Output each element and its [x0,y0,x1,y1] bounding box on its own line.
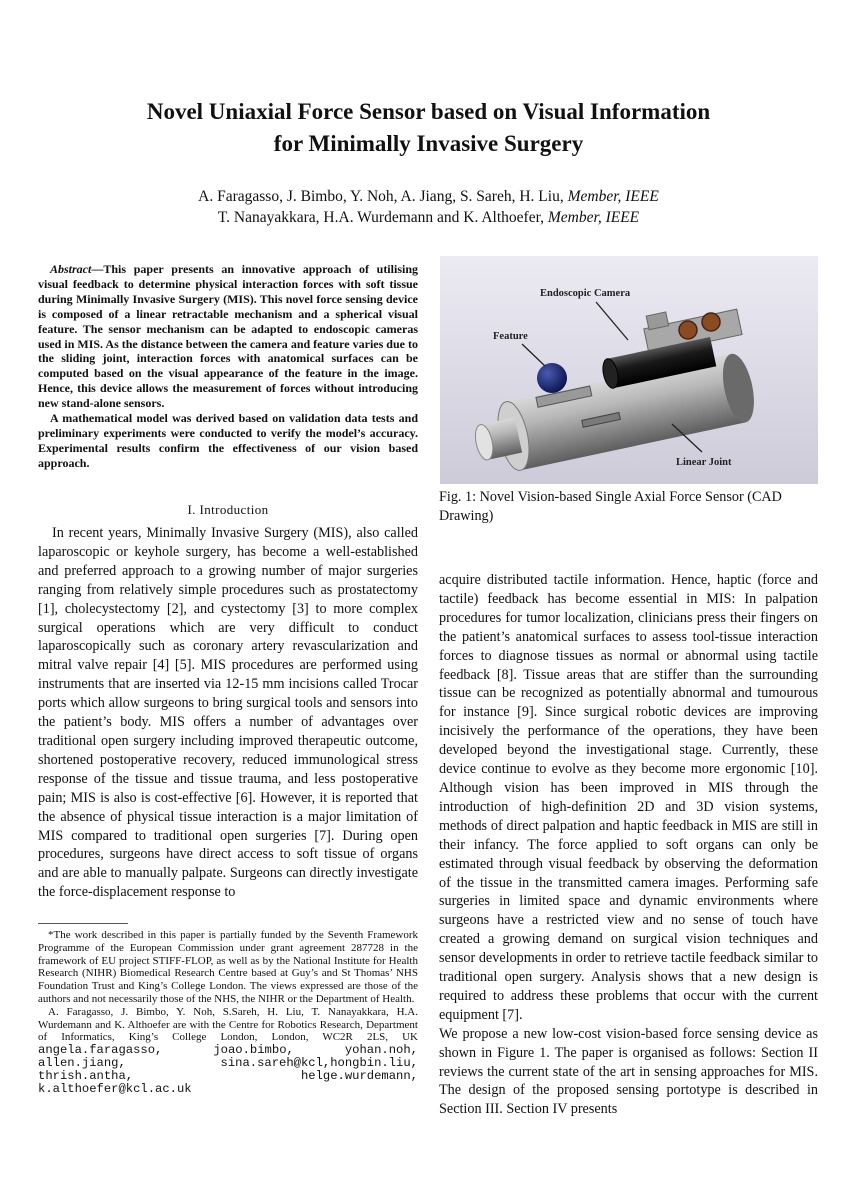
abstract [38,262,418,471]
figure-caption: Fig. 1: Novel Vision-based Single Axial Force Sensor (CAD Drawing) [439,489,782,524]
footnote-rule [38,923,128,924]
label-feature: Feature [493,331,528,342]
cad-illustration [440,256,818,484]
label-endoscopic-camera: Endoscopic Camera [540,288,631,299]
abstract-paragraph-1: Abstract—This paper presents an innovative approach of utilising visual feedback to determine physical interaction forces with soft tissue during Minimally Invasive Surgery (MIS). This novel force sensing device is composed of a linear retractable mechanism and a spherical visual feature. The sensor mechanism can be adapted to endoscopic cameras used in MIS. As the distance between the camera and feature varies due to the sliding joint, interaction forces with anatomical surfaces can be computed based on the visual appearance of the feature in the image. Hence, this device allows the measurement of forces without introducing new stand-alone sensors. [38,262,418,411]
paper-title [0,96,857,160]
intro-paragraph: In recent years, Minimally Invasive Surgery (MIS), also called laparoscopic or keyhole surgery, has become a well-established and preferred approach to a growing number of major surgeries ranging from relatively simple procedures such as prostatectomy [1], cholecystectomy [2], and cystectomy [3] to more complex surgical operations which are very difficult to conduct laparoscopically such as coronary artery revascularization and mitral valve repair [4] [5]. MIS procedures are performed using instruments that are inserted via 12-15 mm incisions called Trocar ports which allow surgeons to bring surgical tools and sensors into the patient’s body. MIS offers a number of advantages over traditional open surgery including improved therapeutic outcome, shortened postoperative recovery, reduced immunological stress response of the tissue and tissue trauma, and less postoperative pain; MIS is also is cost-effective [6]. However, it is reported that the absence of physical tissue interaction is a major limitation of MIS compared to traditional open surgeries [7]. During open procedures, surgeons have direct access to soft tissue of organs and are able to manually palpate. Surgeons can directly investigate the force-displacement response to [38,525,418,901]
author-list [0,186,857,228]
author-emails: angela.faragasso, joao.bimbo, yohan.noh, allen.jiang, sina.sareh@kcl,hongbin.liu, thrish.antha, helge.wurdemann, k.althoefer@kcl.ac.uk [38,1043,418,1096]
figure-cad-drawing [440,256,818,484]
introduction-left-column [38,524,418,902]
abstract-label: Abstract [50,262,92,276]
right-paragraph-2: We propose a new low-cost vision-based force sensing device as shown in Figure 1. The paper is organised as follows: Section II reviews the current state of the art in sensing approaches for MIS. The design of the proposed sensing portotype is described in Section III. Section IV presents [439,1025,818,1118]
member-ieee-1: Member, IEEE [567,188,659,205]
footnote-funding: *The work described in this paper is partially funded by the Seventh Framework Programme of the European Commission under grant agreement 287728 in the framework of EU project STIFF-FLOP, as well as by the National Institute for Health Research (NIHR) Biomedical Research Centre based at Guy’s and St Thomas’ NHS Foundation Trust and King’s College London. The views expressed are those of the authors and not necessarily those of the NHS, the NIHR or the Department of Health. [38,929,418,1005]
bolt-icon [679,321,697,339]
label-linear-joint: Linear Joint [676,457,732,468]
authors-line-2: T. Nanayakkara, H.A. Wurdemann and K. Althoefer, Member, IEEE [217,209,640,226]
spherical-feature [537,363,567,393]
member-ieee-2: Member, IEEE [547,209,640,226]
section-heading-introduction: I. Introduction [187,502,269,517]
abstract-paragraph-2: A mathematical model was derived based on validation data tests and preliminary experiments were conducted to verify the model’s accuracy. Experimental results confirm the effectiveness of our vision based approach. [38,411,418,470]
footnote-affiliation: A. Faragasso, J. Bimbo, Y. Noh, S.Sareh, H. Liu, T. Nanayakkara, H.A. Wurdemann and K. Althoefer are with the Centre for Robotics Research, Department of Informatics, King’s College London, London, WC2R 2LS, UK angela.faragasso, joao.bimbo, yohan.noh, allen.jiang, sina.sareh@kcl,hongbin.liu, thrish.antha, helge.wurdemann, k.althoefer@kcl.ac.uk [38,1005,418,1096]
authors-line-1: A. Faragasso, J. Bimbo, Y. Noh, A. Jiang, S. Sareh, H. Liu, Member, IEEE [198,188,659,205]
title-line-2: for Minimally Invasive Surgery [273,131,584,156]
footnotes [38,929,418,1095]
bolt-icon [702,313,720,331]
right-paragraph-1: acquire distributed tactile information. Hence, haptic (force and tactile) feedback has become essential in MIS: In palpation procedures for tumor localization, clinicians press their fingers on the patient’s anatomical surfaces to assess tool-tissue interaction forces to diagnose tissues as normal or abnormal using tactile feedback [8]. Tissue areas that are stiffer than the surrounding tissue can be recognized as potentially abnormal and tumourous for instance [9]. Since surgical robotic devices are improving incisively the performance of the operations, they have been developed beyond the investigational stage. Currently, these device continue to evolve as they become more ergonomic [10]. Although vision has been improved in MIS through the introduction of high-definition 2D and 3D vision systems, methods of direct palpation and haptic feedback in MIS are still in their infancy. The force applied to soft organs can only be estimated through visual feedback by observing the deformation of the tissue in the transmitted camera images. Performing safe surgeries in limited space and dynamic environments where surgeons have a restricted view and no sense of touch have created a growing demand on surgical vision techniques and sensor developments in order to retrieve tactile feedback similar to traditional open surgery. Analysis shows that a new design is required to address these problems that occur with the current equipment [7]. [439,572,818,1023]
title-line-1: Novel Uniaxial Force Sensor based on Visual Information [146,99,711,124]
introduction-right-column [439,571,818,1119]
